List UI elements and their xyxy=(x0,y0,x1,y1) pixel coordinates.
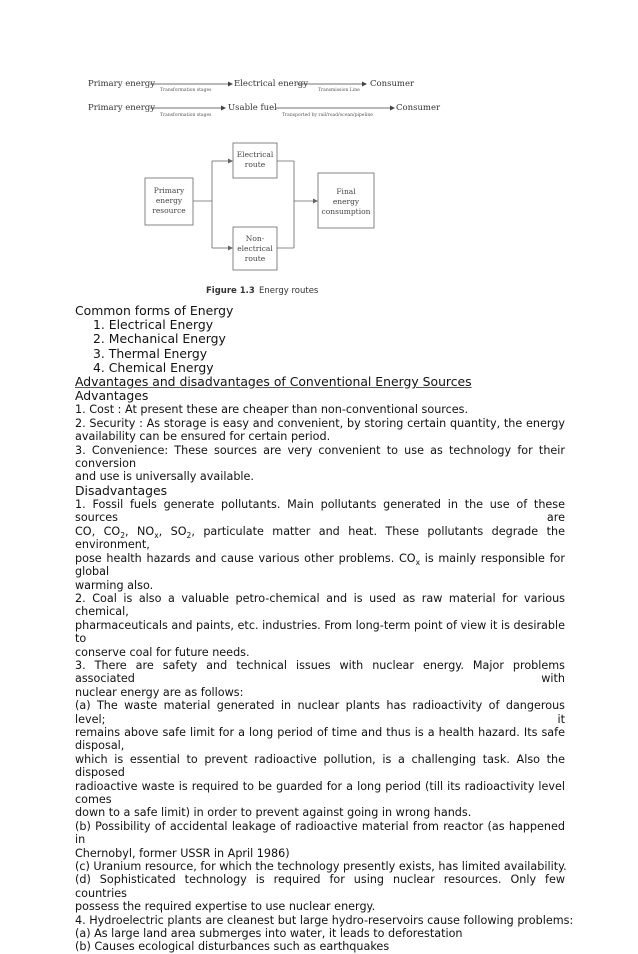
energy-routes-figure xyxy=(0,0,638,300)
disadvantage-3-line1: 3. There are safety and technical issues with nuclear energy. Major problems associated with xyxy=(75,658,565,686)
nuclear-b-line1: (b) Possibility of accidental leakage of radioactive material from reactor (as happened in xyxy=(75,819,565,847)
row1-consumer: Consumer xyxy=(370,79,415,89)
figure-caption-text: Energy routes xyxy=(259,286,319,296)
nuclear-c: (c) Uranium resource, for which the technology presently exists, has limited availability. xyxy=(75,860,567,874)
box-final-line1: Final xyxy=(336,187,356,196)
row1-transformation-stages: Transformation stages xyxy=(160,88,212,93)
box-nonelectrical-line2: electrical xyxy=(237,244,273,253)
disadvantages-heading: Disadvantages xyxy=(75,482,168,498)
row1-arrowhead-2 xyxy=(362,82,367,87)
disadvantage-2-line1: 2. Coal is also a valuable petro-chemical and is used as raw material for various chemical, xyxy=(75,591,565,619)
row2-transformation-stages: Transformation stages xyxy=(160,113,212,118)
disadvantage-4: 4. Hydroelectric plants are cleanest but large hydro-reservoirs cause following problems: xyxy=(75,913,574,927)
row2-arrowhead-2 xyxy=(390,106,395,111)
box-electrical-line2: route xyxy=(244,160,266,169)
disadvantage-1-line2 xyxy=(75,525,565,552)
text-no: , NO xyxy=(125,524,155,538)
row1-transmission-line: Transmission Line xyxy=(318,88,360,93)
nuclear-d-line2: possess the required expertise to use nuclear energy. xyxy=(75,900,376,914)
box-nonelectrical-line1: Non- xyxy=(245,234,265,243)
text-co: CO, CO xyxy=(75,524,121,538)
text-rest: , particulate matter and heat. These pollutants degrade the environment, xyxy=(75,524,565,552)
form-item-4: 4. Chemical Energy xyxy=(93,359,214,375)
forms-heading: Common forms of Energy xyxy=(75,303,234,318)
box-primary-line3: resource xyxy=(152,206,186,215)
sub-cox: x xyxy=(415,557,421,567)
advantage-2-line1: 2. Security : As storage is easy and convenient, by storing certain quantity, the energy xyxy=(75,416,565,430)
document-body xyxy=(75,303,574,954)
text-global: is mainly responsible for global xyxy=(75,551,566,579)
advantages-heading: Advantages xyxy=(75,388,149,404)
sub-2a: 2 xyxy=(120,531,126,541)
advantage-2-line2: availability can be ensured for certain period. xyxy=(75,430,331,444)
sub-2b: 2 xyxy=(186,531,192,541)
row1-electrical-energy: Electrical energy xyxy=(234,79,309,89)
advantage-1: 1. Cost : At present these are cheaper than non-conventional sources. xyxy=(75,403,469,417)
form-item-3: 3. Thermal Energy xyxy=(93,345,208,361)
nuclear-d-line1: (d) Sophisticated technology is required for using nuclear resources. Only few countries xyxy=(75,873,565,900)
box-primary-line2: energy xyxy=(155,196,183,205)
disadvantage-1-line1: 1. Fossil fuels generate pollutants. Main pollutants generated in the use of these sources are xyxy=(75,498,565,525)
row2-usable-fuel: Usable fuel xyxy=(228,103,277,113)
box-final-line3: consumption xyxy=(321,207,371,216)
disadvantage-1-line3 xyxy=(75,552,565,579)
hydro-b: (b) Causes ecological disturbances such as earthquakes xyxy=(75,940,390,954)
advantage-3-line2: and use is universally available. xyxy=(75,470,254,484)
row2-consumer: Consumer xyxy=(396,103,441,113)
text-pose: pose health hazards and cause various other problems. CO xyxy=(75,551,416,565)
row2-transport-modes: Transported by rail/road/ocean/pipeline xyxy=(282,113,373,118)
disadvantage-2-line2: pharmaceuticals and paints, etc. industries. From long-term point of view it is desirable to xyxy=(75,618,565,646)
diagram-arrowheads xyxy=(228,159,318,251)
nuclear-a-line2: remains above safe limit for a long period of time and thus is a health hazard. Its safe disposal, xyxy=(75,725,565,753)
nuclear-a-line1: (a) The waste material generated in nuclear plants has radioactivity of dangerous level; it xyxy=(75,699,565,726)
row1-arrowhead-1 xyxy=(228,82,233,87)
nuclear-a-line4: radioactive waste is required to be guarded for a long period (till its radioactivity level comes xyxy=(75,779,565,806)
figure-caption-number: Figure 1.3 xyxy=(206,286,255,296)
disadvantage-2-line3: conserve coal for future needs. xyxy=(75,645,250,659)
advantage-3-line1: 3. Convenience: These sources are very convenient to use as technology for their conversion xyxy=(75,443,565,471)
box-final-line2: energy xyxy=(332,197,360,206)
text-so: , SO xyxy=(158,524,187,538)
form-item-1: 1. Electrical Energy xyxy=(93,317,214,333)
nuclear-a-line3: which is essential to prevent radioactive pollution, is a challenging task. Also the disposed xyxy=(75,752,565,780)
disadvantage-1-line4: warming also. xyxy=(75,578,154,592)
nuclear-a-line5: down to a safe limit) in order to prevent against going in wrong hands. xyxy=(75,806,472,820)
sub-x: x xyxy=(154,531,159,541)
section-title: Advantages and disadvantages of Conventional Energy Sources xyxy=(75,374,472,390)
box-electrical-line1: Electrical xyxy=(236,150,274,159)
box-nonelectrical-line3: route xyxy=(244,254,266,263)
row2-arrowhead-1 xyxy=(221,106,226,111)
disadvantage-3-line2: nuclear energy are as follows: xyxy=(75,685,244,699)
nuclear-b-line2: Chernobyl, former USSR in April 1986) xyxy=(75,846,290,860)
row1-primary-energy: Primary energy xyxy=(88,79,156,89)
box-primary-line1: Primary xyxy=(153,186,185,195)
form-item-2: 2. Mechanical Energy xyxy=(93,331,226,347)
hydro-a: (a) As large land area submerges into water, it leads to deforestation xyxy=(75,927,463,941)
row2-primary-energy: Primary energy xyxy=(88,103,156,113)
